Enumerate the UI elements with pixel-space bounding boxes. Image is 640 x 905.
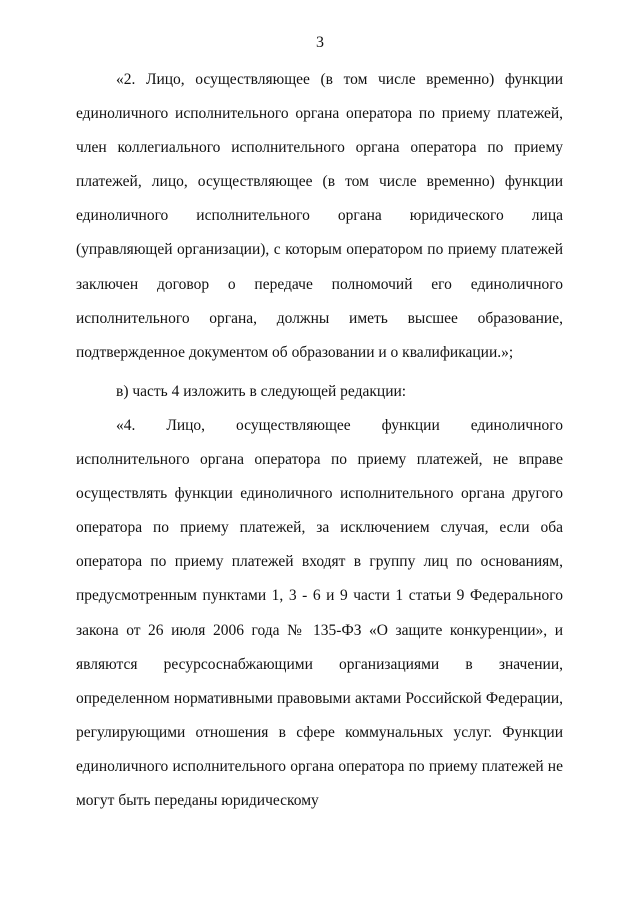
paragraph-clause-4: «4. Лицо, осуществляющее функции единоличного исполнительного органа оператора по приему платежей, не вправе осуществлять функции единоличного исполнительного органа другого оператора по приему платежей, за исключением случая, если оба оператора по приему платежей входят в группу лиц по основаниям, предусмотренным пунктами 1, 3 - 6 и 9 части 1 статьи 9 Федерального закона от 26 июля 2006 года № 135-ФЗ «О защите конкуренции», и являются ресурсоснабжающими организациями в значении, определенном нормативными правовыми актами Российской Федерации, регулирующими отношения в сфере коммунальных услуг. Функции единоличного исполнительного органа оператора по приему платежей не могут быть переданы юридическому bbox=[76, 417, 563, 810]
page-number: 3 bbox=[316, 34, 324, 51]
paragraph-amendment-intro: в) часть 4 изложить в следующей редакции: bbox=[116, 383, 407, 400]
paragraph-clause-2: «2. Лицо, осуществляющее (в том числе временно) функции единоличного исполнительного органа оператора по приему платежей, член коллегиального исполнительного органа оператора по приему платежей, лицо, осуществляющее (в том числе временно) функции единоличного исполнительного органа юридического лица (управляющей организации), с которым оператором по приему платежей заключен договор о передаче полномочий его единоличного исполнительного органа, должны иметь высшее образование, подтвержденное документом об образовании и о квалификации.»; bbox=[76, 71, 563, 361]
